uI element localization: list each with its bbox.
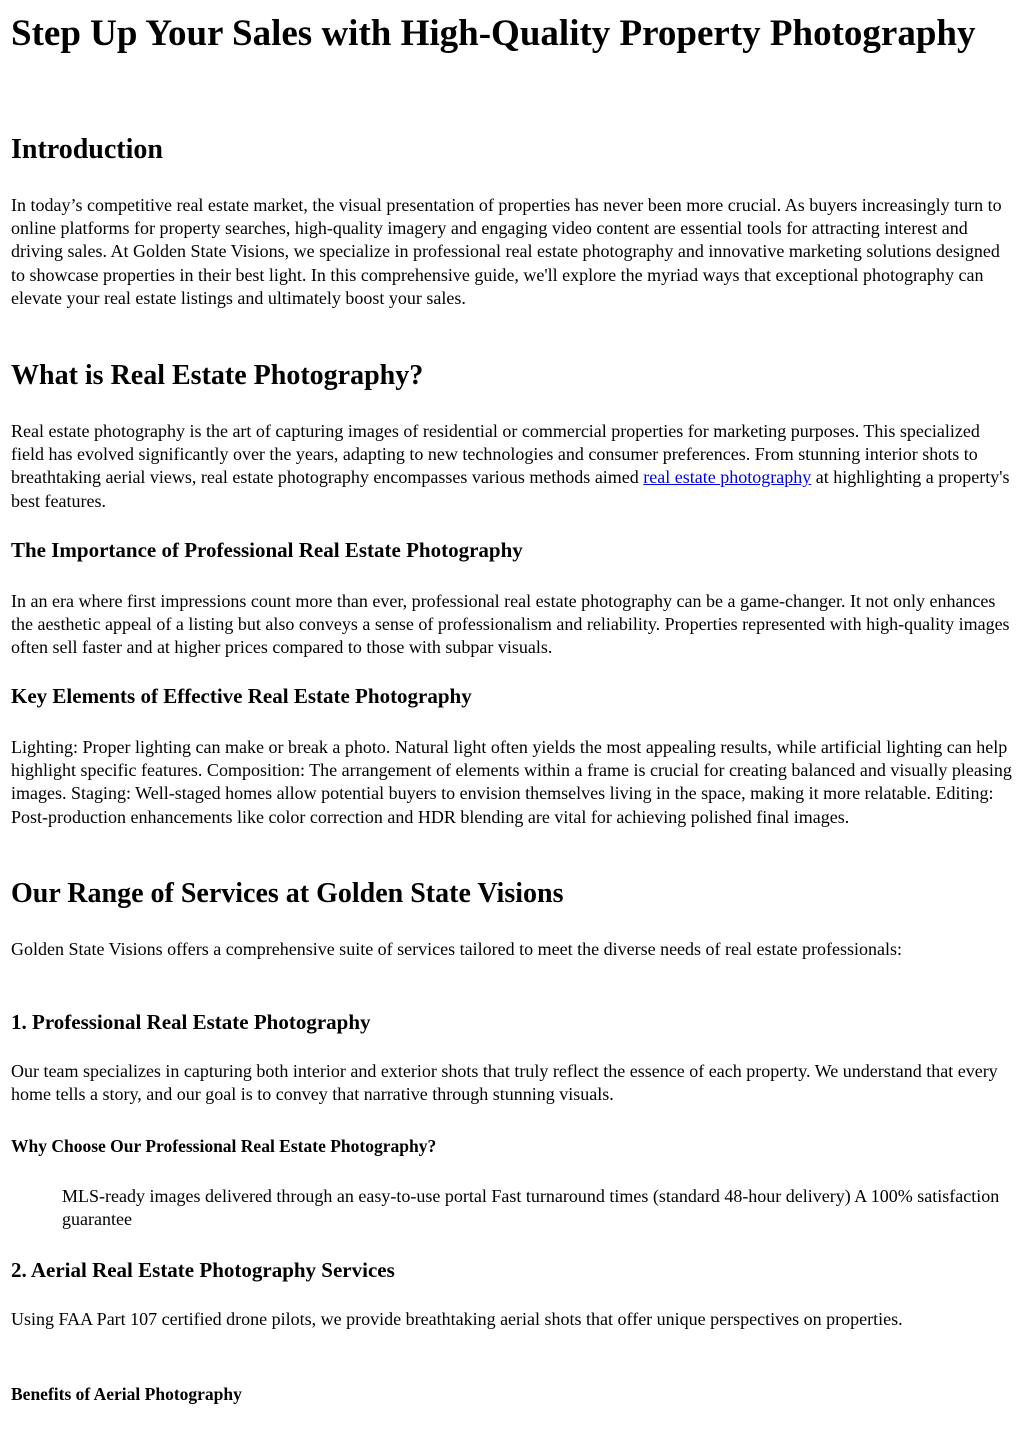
why-choose-heading: Why Choose Our Professional Real Estate Photography? xyxy=(11,1136,437,1156)
aerial-benefits-heading: Benefits of Aerial Photography xyxy=(11,1384,242,1404)
services-paragraph: Golden State Visions offers a comprehensive suite of services tailored to meet the diverse needs of real estate professionals: xyxy=(11,939,902,959)
what-is-text-after-link: at highlighting a property's best features. xyxy=(11,467,1010,511)
professional-photography-heading: 1. Professional Real Estate Photography xyxy=(11,1010,371,1034)
introduction-heading: Introduction xyxy=(11,134,163,165)
what-is-paragraph xyxy=(11,420,1015,513)
page-title: Step Up Your Sales with High-Quality Property Photography xyxy=(11,13,976,54)
aerial-photography-heading: 2. Aerial Real Estate Photography Services xyxy=(11,1258,395,1282)
services-heading: Our Range of Services at Golden State Visions xyxy=(11,878,564,909)
aerial-photography-paragraph: Using FAA Part 107 certified drone pilots, we provide breathtaking aerial shots that offer unique perspectives on properties. xyxy=(11,1309,903,1329)
why-choose-quote: MLS-ready images delivered through an easy-to-use portal Fast turnaround times (standard 48-hour delivery) A 100% satisfaction guarantee xyxy=(62,1186,1000,1230)
real-estate-photography-link[interactable]: real estate photography xyxy=(643,467,812,488)
what-is-heading: What is Real Estate Photography? xyxy=(11,360,424,391)
introduction-paragraph: In today’s competitive real estate market, the visual presentation of properties has never been more crucial. As buyers increasingly turn to online platforms for property searches, high-quality imagery and engaging video content are essential tools for attracting interest and driving sales. At Golden State Visions, we specialize in professional real estate photography and innovative marketing solutions designed to showcase properties in their best light. In this comprehensive guide, we'll explore the myriad ways that exceptional photography can elevate your real estate listings and ultimately boost your sales. xyxy=(11,195,1002,308)
key-elements-paragraph: Lighting: Proper lighting can make or break a photo. Natural light often yields the most appealing results, while artificial lighting can help highlight specific features. Composition: The arrangement of elements within a frame is crucial for creating balanced and visually pleasing images. Staging: Well-staged homes allow potential buyers to envision themselves living in the space, making it more relatable. Editing: Post-production enhancements like color correction and HDR blending are vital for achieving polished final images. xyxy=(11,737,1012,827)
what-is-text-before-link: Real estate photography is the art of capturing images of residential or commercial properties for marketing purposes. This specialized field has evolved significantly over the years, adapting to new technologies and consumer preferences. From stunning interior shots to breathtaking aerial views, real estate photography encompasses various methods aimed xyxy=(11,421,980,488)
professional-photography-paragraph: Our team specializes in capturing both interior and exterior shots that truly reflect the essence of each property. We understand that every home tells a story, and our goal is to convey that narrative through stunning visuals. xyxy=(11,1061,998,1105)
importance-heading: The Importance of Professional Real Estate Photography xyxy=(11,538,523,562)
importance-paragraph: In an era where first impressions count more than ever, professional real estate photography can be a game-changer. It not only enhances the aesthetic appeal of a listing but also conveys a sense of professionalism and reliability. Properties represented with high-quality images often sell faster and at higher prices compared to those with subpar visuals. xyxy=(11,591,1010,658)
key-elements-heading: Key Elements of Effective Real Estate Photography xyxy=(11,684,472,708)
